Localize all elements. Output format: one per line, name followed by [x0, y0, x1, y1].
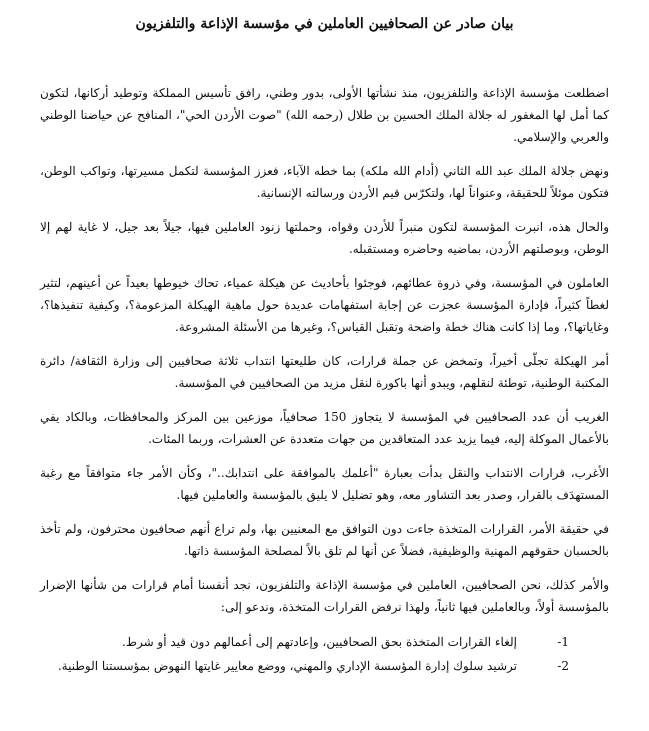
paragraph-restructuring: العاملون في المؤسسة، وفي ذروة عطائهم، فوجئوا بأحاديث عن هيكلة عمياء، تحاك خيوطها بعيداً عن أعينهم، لتثير لغطاً كثيراً، فإدارة المؤسسة عجزت عن إجابة استفهامات عديدة حول ماهية الهيكلة المزعومة؟، وكيفية تنفيذها؟، وغاياتها؟، وما إذا كانت هناك خطة واضحة وتقبل القياس؟، وغيرها من الأسئلة المشروعة.: [40, 276, 610, 334]
paragraph-intro: اضطلعت مؤسسة الإذاعة والتلفزيون، منذ نشأتها الأولى، بدور وطني، رافق تأسيس المملكة وتوطيد أركانها، لتكون كما أمل لها المغفور له جلالة الملك الحسين بن طلال (رحمه الله) "صوت الأردن الحي"، المنافح عن حياضنا الوطني والعربي والإسلامي.: [40, 86, 609, 144]
paragraph-conclusion: والأمر كذلك، نحن الصحافيين، العاملين في مؤسسة الإذاعة والتلفزيون، نجد أنفسنا أمام قرارات من شأنها الإضرار بالمؤسسة أولاً، وبالعاملين فيها ثانياً، ولهذا نرفض القرارات المتخذة، وندعو إلى:: [40, 578, 609, 614]
paragraph-king-abdullah: ونهض جلالة الملك عبد الله الثاني (أدام الله ملكه) بما خطه الآباء، فعزز المؤسسة لتكمل مسيرتها، وتواكب الوطن، فتكون موئلاً للحقيقة، وعنواناً لها، ولتكرّس قيم الأردن ورسالته الإنسانية.: [40, 164, 609, 200]
document-title: بيان صادر عن الصحافيين العاملين في مؤسسة الإذاعة والتلفزيون: [135, 16, 514, 32]
demands-list: [40, 630, 609, 678]
paragraph-decisions: أمر الهيكلة تجلّى أخيراً، وتمخض عن جملة قرارات، كان طليعتها انتداب ثلاثة صحافيين إلى وزارة الثقافة/ دائرة المكتبة الوطنية، توطئة لنقلهم، ويبدو أنها باكورة لنقل مزيد من الصحافيين في المؤسسة.: [40, 354, 609, 390]
list-item-number: 1-: [557, 635, 569, 649]
paragraph-mission: والحال هذه، انبرت المؤسسة لتكون منبراً للأردن وقواه، وحملتها زنود العاملين فيها، جيلاً بعد جيل، لا غاية لهم إلا الوطن، وبوصلتهم الأردن، بماضيه وحاضره ومستقبله.: [40, 220, 609, 256]
list-item-text: إلغاء القرارات المتخذة بحق الصحافيين، وإعادتهم إلى أعمالهم دون قيد أو شرط.: [122, 635, 517, 649]
list-item: [40, 630, 609, 654]
paragraph-reality: في حقيقة الأمر، القرارات المتخذة جاءت دون التوافق مع المعنيين بها، ولم تراع أنهم صحافيون محترفون، ولم تأخذ بالحسبان حقوقهم المهنية والوظيفية، فضلاً عن أنها لم تلق بالاً لمصلحة المؤسسة ذاتها.: [40, 522, 609, 558]
list-item-number: 2-: [557, 659, 569, 673]
list-item-text: ترشيد سلوك إدارة المؤسسة الإداري والمهني، ووضع معايير غايتها النهوض بمؤسستنا الوطنية.: [57, 659, 517, 673]
paragraph-transfer-wording: الأغرب، قرارات الانتداب والنقل بدأت بعبارة "أعلمك بالموافقة على انتدابك.."، وكأن الأمر جاء متوافقاً مع رغبة المستهدَف بالقرار، وصدر بعد التشاور معه، وهو تضليل لا يليق بالمؤسسة والعاملين فيها.: [40, 466, 609, 502]
list-item: [40, 654, 609, 678]
paragraph-journalist-count: الغريب أن عدد الصحافيين في المؤسسة لا يتجاوز 150 صحافياً، موزعين بين المركز والمحافظات، وبالكاد يفي بالأعمال الموكلة إليه، فيما يزيد عدد المتعاقدين من جهات متعددة عن العشرات، وربما المئات.: [40, 410, 609, 446]
